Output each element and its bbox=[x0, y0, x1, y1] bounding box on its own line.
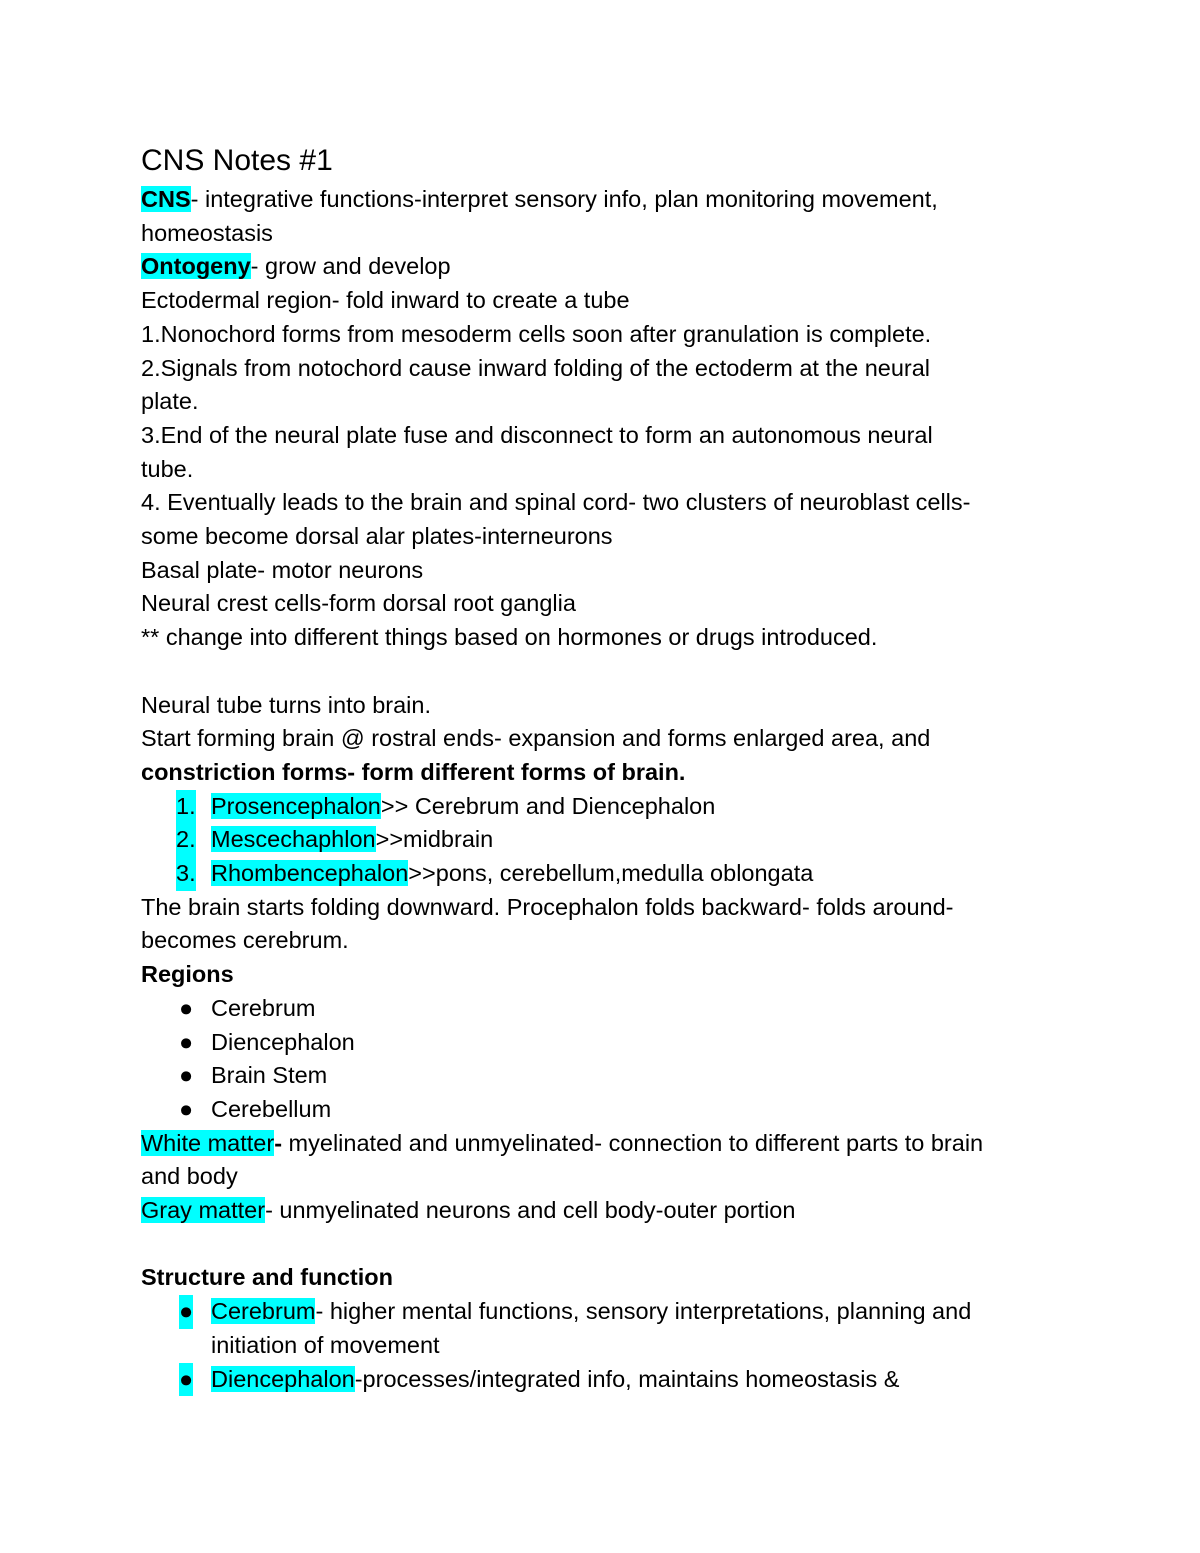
structure-text: -processes/integrated info, maintains homeostasis & bbox=[354, 1365, 900, 1392]
cns-text: - integrative functions-interpret sensory info, plan monitoring movement, bbox=[190, 186, 938, 212]
structure-text: - higher mental functions, sensory interpretations, planning and bbox=[315, 1298, 972, 1325]
bullet-text: Diencephalon bbox=[211, 1028, 355, 1055]
item-text: >> Cerebrum and Diencephalon bbox=[380, 792, 716, 819]
text-line: 3.End of the neural plate fuse and disconnect to form an autonomous neural bbox=[141, 421, 933, 448]
structure-heading: Structure and function bbox=[141, 1264, 393, 1291]
gray-matter-text: - unmyelinated neurons and cell body-outer portion bbox=[265, 1197, 796, 1224]
text-line: some become dorsal alar plates-interneurons bbox=[141, 523, 613, 550]
text-line: Basal plate- motor neurons bbox=[141, 556, 424, 583]
white-matter-dash: - bbox=[274, 1129, 283, 1156]
structure-item bbox=[141, 1363, 1081, 1397]
text-line: Ectodermal region- fold inward to create a tube bbox=[141, 287, 630, 314]
ontogeny-text: - grow and develop bbox=[250, 253, 451, 280]
term-gray-matter: Gray matter bbox=[141, 1197, 266, 1224]
bullet-item bbox=[141, 1026, 1081, 1060]
gray-matter-definition bbox=[141, 1194, 1081, 1228]
item-number: 3. bbox=[176, 857, 196, 891]
text-line: becomes cerebrum. bbox=[141, 927, 349, 954]
bullet-icon: ● bbox=[179, 1062, 194, 1089]
bullet-item bbox=[141, 1093, 1081, 1127]
item-text: >>pons, cerebellum,medulla oblongata bbox=[408, 860, 814, 887]
spacer bbox=[141, 655, 1081, 689]
text-line: plate. bbox=[141, 388, 199, 415]
text-line: 2.Signals from notochord cause inward folding of the ectoderm at the neural bbox=[141, 354, 931, 381]
bullet-item bbox=[141, 992, 1081, 1026]
numbered-item bbox=[141, 790, 1081, 824]
item-number: 1. bbox=[176, 790, 196, 824]
bullet-icon: ● bbox=[179, 1095, 194, 1122]
spacer bbox=[141, 1228, 1081, 1262]
numbered-item bbox=[141, 823, 1081, 857]
term-diencephalon: Diencephalon bbox=[211, 1365, 355, 1392]
cns-definition bbox=[141, 183, 1081, 217]
term-mescechaphlon: Mescechaphlon bbox=[211, 826, 376, 853]
numbered-item bbox=[141, 857, 1081, 891]
item-text: >>midbrain bbox=[375, 826, 494, 853]
term-white-matter: White matter bbox=[141, 1129, 275, 1156]
term-cns: CNS bbox=[141, 186, 191, 212]
bullet-icon: ● bbox=[179, 1363, 193, 1397]
item-number: 2. bbox=[176, 823, 196, 857]
term-prosencephalon: Prosencephalon bbox=[211, 792, 381, 819]
bullet-icon: ● bbox=[179, 1295, 193, 1329]
white-matter-text-cont: and body bbox=[141, 1163, 238, 1190]
page-title: CNS Notes #1 bbox=[141, 144, 333, 177]
text-line: 4. Eventually leads to the brain and spinal cord- two clusters of neuroblast cells- bbox=[141, 489, 971, 516]
text-line: ** change into different things based on hormones or drugs introduced. bbox=[141, 624, 878, 651]
structure-text-cont: initiation of movement bbox=[211, 1331, 440, 1358]
ontogeny-definition bbox=[141, 250, 1081, 284]
structure-item bbox=[141, 1295, 1081, 1329]
cns-text-cont: homeostasis bbox=[141, 219, 273, 246]
text-line: Start forming brain @ rostral ends- expansion and forms enlarged area, and bbox=[141, 725, 931, 752]
bullet-icon: ● bbox=[179, 1028, 194, 1055]
term-cerebrum: Cerebrum bbox=[211, 1298, 316, 1325]
text-line: Neural crest cells-form dorsal root ganglia bbox=[141, 590, 576, 617]
white-matter-text: myelinated and unmyelinated- connection to different parts to brain bbox=[282, 1129, 984, 1156]
bullet-text: Brain Stem bbox=[211, 1062, 328, 1089]
bold-line: constriction forms- form different forms of brain. bbox=[141, 758, 686, 785]
bullet-text: Cerebellum bbox=[211, 1095, 332, 1122]
text-line: The brain starts folding downward. Procephalon folds backward- folds around- bbox=[141, 893, 954, 920]
term-ontogeny: Ontogeny bbox=[141, 253, 251, 280]
notes-body bbox=[141, 141, 1081, 1396]
bullet-text: Cerebrum bbox=[211, 994, 316, 1021]
regions-heading: Regions bbox=[141, 961, 234, 988]
text-line: tube. bbox=[141, 455, 194, 482]
white-matter-definition bbox=[141, 1127, 1081, 1161]
bullet-item bbox=[141, 1059, 1081, 1093]
term-rhombencephalon: Rhombencephalon bbox=[211, 860, 409, 887]
text-line: Neural tube turns into brain. bbox=[141, 691, 431, 718]
text-line: 1.Nonochord forms from mesoderm cells soon after granulation is complete. bbox=[141, 320, 932, 347]
bullet-icon: ● bbox=[179, 994, 194, 1021]
